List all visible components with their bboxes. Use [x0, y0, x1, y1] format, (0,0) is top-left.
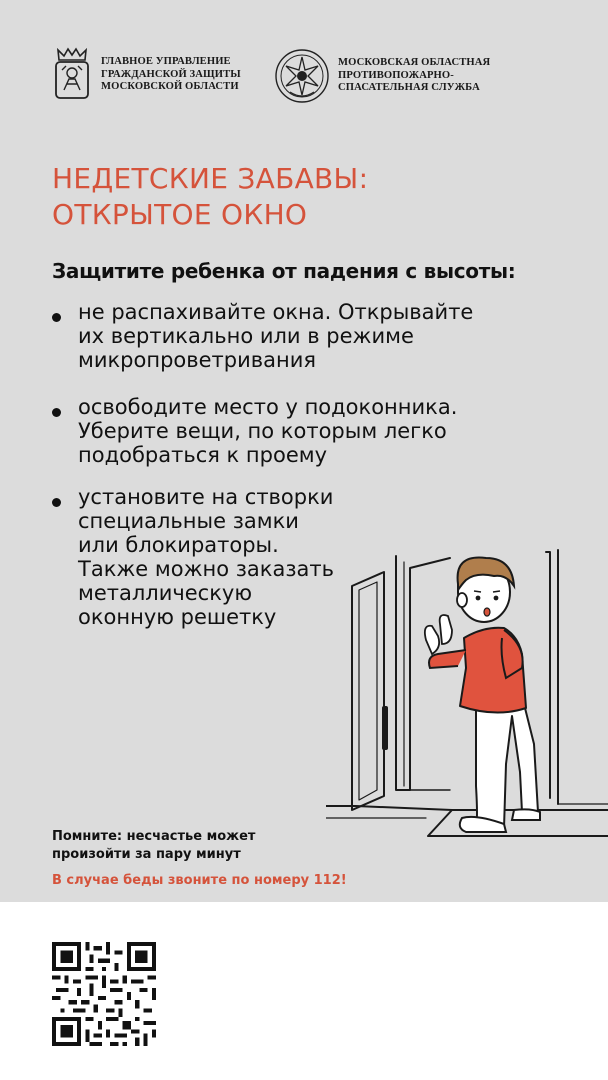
title-line-1: НЕДЕТСКИЕ ЗАБАВЫ:	[52, 162, 369, 195]
subtitle: Защитите ребенка от падения с высоты:	[52, 259, 516, 283]
page-title	[52, 161, 368, 233]
bullet-dot-icon	[52, 498, 61, 507]
child-at-open-window-illustration	[326, 528, 608, 858]
org2-line-2: ПРОТИВОПОЖАРНО-	[338, 69, 454, 81]
bullet-1-line-1: не распахивайте окна. Открывайте	[78, 300, 474, 324]
bullet-dot-icon	[52, 313, 61, 322]
bullet-text	[78, 300, 473, 372]
qr-code[interactable]	[52, 942, 156, 1046]
bullet-2-line-2: Уберите вещи, по которым легко	[78, 419, 447, 443]
org1-line-2: ГРАЖДАНСКОЙ ЗАЩИТЫ	[101, 68, 241, 80]
bullet-3-line-2: специальные замки	[78, 509, 299, 533]
bullet-dot-icon	[52, 408, 61, 417]
remember-line-2: произойти за пару минут	[52, 847, 241, 862]
bullet-1-line-2: их вертикально или в режиме	[78, 324, 414, 348]
bullet-2-line-3: подобраться к проему	[78, 443, 328, 467]
bullet-1-line-3: микропроветривания	[78, 348, 317, 372]
emergency-call-note: В случае беды звоните по номеру 112!	[52, 873, 347, 888]
bullet-2-line-1: освободите место у подоконника.	[78, 395, 458, 419]
remember-note	[52, 828, 255, 864]
org2-logo-block	[274, 48, 490, 104]
org2-line-1: МОСКОВСКАЯ ОБЛАСТНАЯ	[338, 57, 491, 69]
moscow-region-coat-of-arms-icon	[52, 46, 92, 104]
bullet-text	[78, 485, 334, 629]
bullet-3-line-6: оконную решетку	[78, 605, 277, 629]
bullet-item	[52, 485, 334, 629]
bullet-item	[52, 300, 473, 372]
bullet-3-line-3: или блокираторы.	[78, 533, 279, 557]
remember-line-1: Помните: несчастье может	[52, 829, 256, 844]
title-line-2: ОТКРЫТОЕ ОКНО	[52, 198, 308, 231]
org1-line-1: ГЛАВНОЕ УПРАВЛЕНИЕ	[101, 56, 231, 68]
bullet-3-line-5: металлическую	[78, 581, 253, 605]
bullet-3-line-1: установите на створки	[78, 485, 334, 509]
org1-line-3: МОСКОВСКОЙ ОБЛАСТИ	[101, 81, 239, 93]
org1-logo-block	[52, 46, 241, 104]
bullet-3-line-4: Также можно заказать	[78, 557, 334, 581]
bullet-text	[78, 395, 457, 467]
org2-line-3: СПАСАТЕЛЬНАЯ СЛУЖБА	[338, 82, 480, 94]
fire-rescue-emblem-icon	[274, 48, 330, 104]
bullet-item	[52, 395, 457, 467]
